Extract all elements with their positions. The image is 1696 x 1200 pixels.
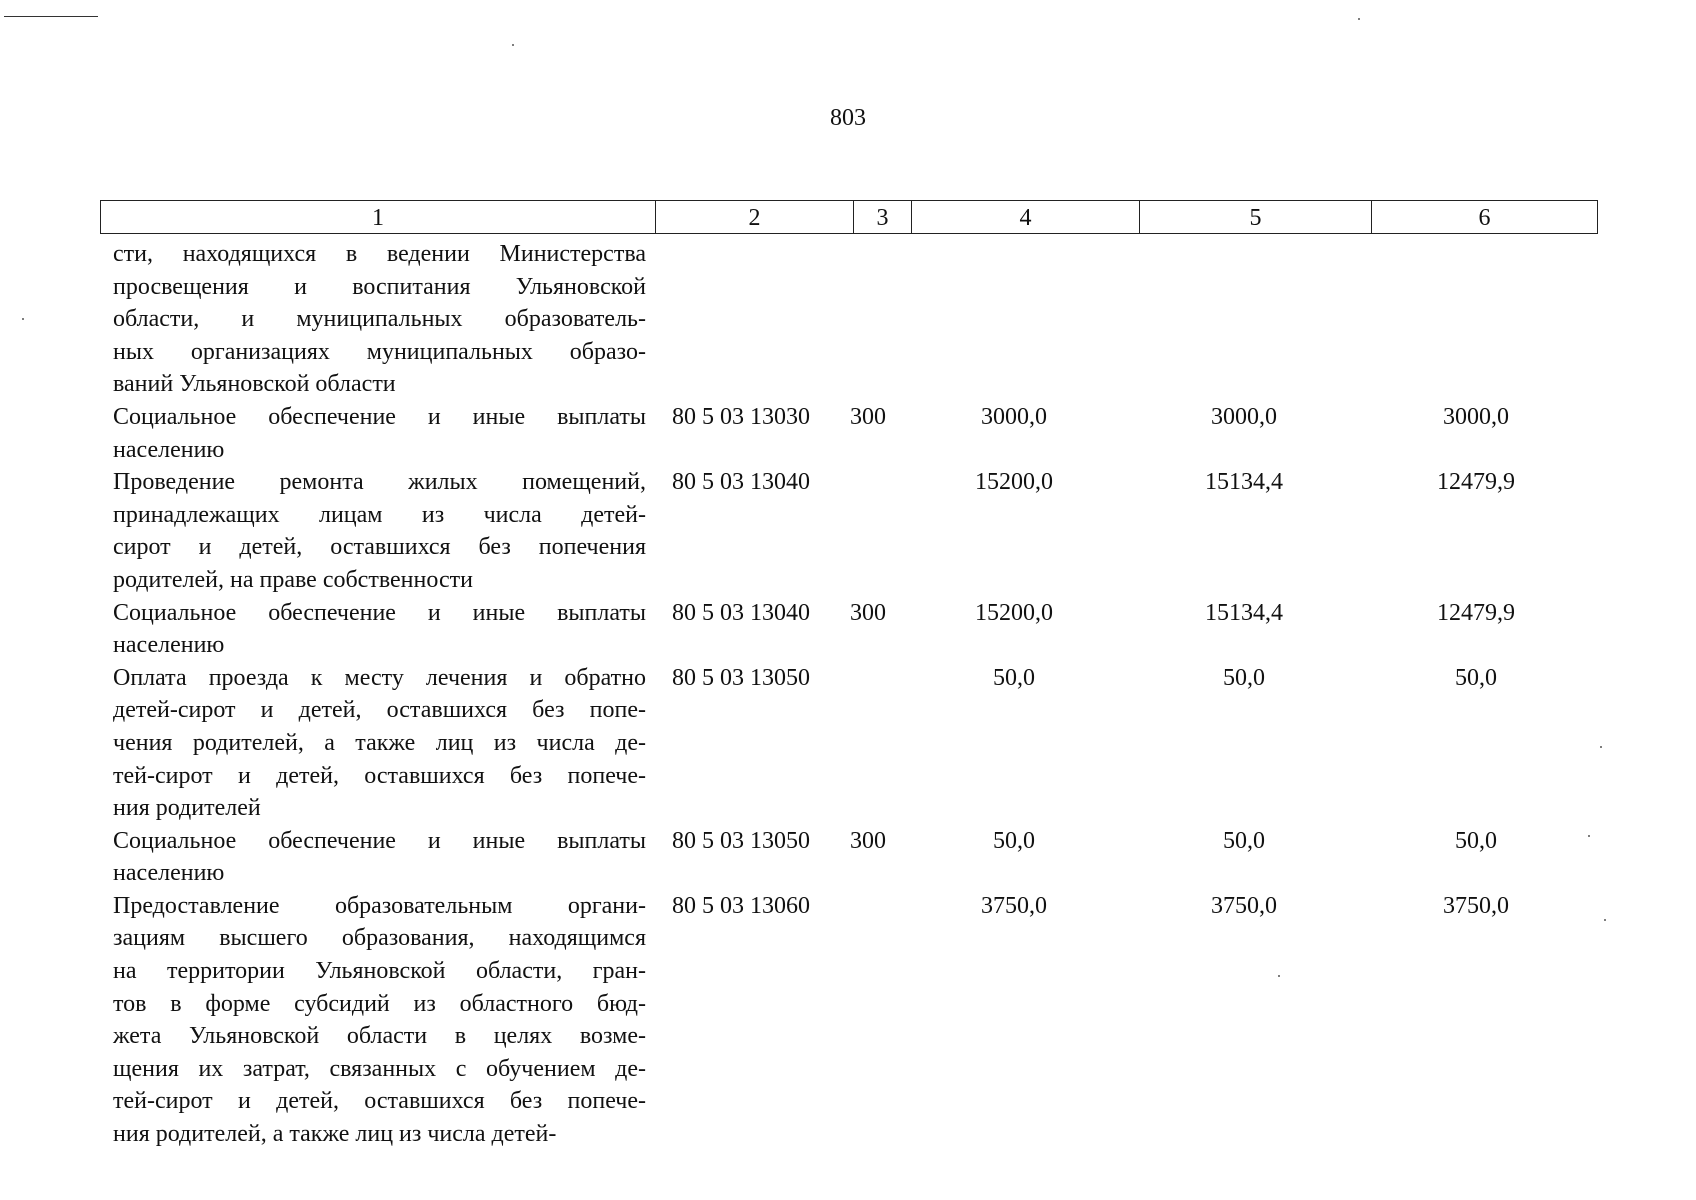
row-code-cell: 80 5 03 13040 <box>672 469 810 496</box>
row-name-line: Социальное обеспечение и иные выплаты <box>113 403 646 430</box>
row-value-col4: 15200,0 <box>975 469 1053 496</box>
scan-speck <box>512 44 514 46</box>
row-name-line: ния родителей, а также лиц из числа детей- <box>113 1121 557 1148</box>
table-row <box>100 890 1598 1151</box>
row-code-cell: 80 5 03 13050 <box>672 827 810 854</box>
row-code-cell: 80 5 03 13030 <box>672 403 810 430</box>
row-vr-cell: 300 <box>850 827 886 854</box>
row-value-col6: 12479,9 <box>1437 469 1515 496</box>
row-value-col4: 3000,0 <box>981 403 1047 430</box>
scan-speck <box>22 318 24 320</box>
row-value-col5: 3000,0 <box>1211 403 1277 430</box>
row-name-line: ния родителей <box>113 795 261 822</box>
row-name-cell <box>100 466 646 596</box>
row-name-cell <box>100 401 646 466</box>
row-value-col6: 12479,9 <box>1437 599 1515 626</box>
table-row <box>100 238 1598 401</box>
row-name-line: жета Ульяновской области в целях возме- <box>113 1023 646 1050</box>
row-code-cell: 80 5 03 13050 <box>672 664 810 691</box>
row-value-col4: 50,0 <box>993 664 1035 691</box>
row-value-col5: 50,0 <box>1223 664 1265 691</box>
row-value-col6: 50,0 <box>1455 827 1497 854</box>
row-name-line: сирот и детей, оставшихся без попечения <box>113 534 646 561</box>
row-name-line: Оплата проезда к месту лечения и обратно <box>113 664 646 691</box>
row-name-line: детей-сирот и детей, оставшихся без попе- <box>113 697 646 724</box>
row-name-cell <box>100 597 646 662</box>
row-name-line: сти, находящихся в ведении Министерства <box>113 241 646 267</box>
row-name-line: населению <box>113 860 225 887</box>
row-name-cell <box>100 825 646 890</box>
row-name-line: населению <box>113 632 225 659</box>
row-name-line: родителей, на праве собственности <box>113 566 473 593</box>
row-name-line: тов в форме субсидий из областного бюд- <box>113 990 646 1017</box>
table-body <box>100 238 1598 1151</box>
row-name-line: зациям высшего образования, находящимся <box>113 925 646 952</box>
row-name-line: Предоставление образовательным органи- <box>113 892 646 919</box>
row-value-col6: 3000,0 <box>1443 403 1509 430</box>
row-name-line: ных организациях муниципальных образо- <box>113 338 646 365</box>
row-name-line: просвещения и воспитания Ульяновской <box>113 273 646 300</box>
row-value-col6: 50,0 <box>1455 664 1497 691</box>
column-header-2: 2 <box>656 201 854 233</box>
column-header-5: 5 <box>1140 201 1372 233</box>
row-name-line: принадлежащих лицам из числа детей- <box>113 501 646 528</box>
column-header-1: 1 <box>101 201 656 233</box>
row-name-line: чения родителей, а также лиц из числа де- <box>113 729 646 756</box>
top-left-rule <box>4 16 98 17</box>
scan-speck <box>1358 18 1360 20</box>
column-header-6: 6 <box>1478 205 1491 231</box>
table-row <box>100 825 1598 890</box>
table-row <box>100 662 1598 825</box>
row-value-col5: 15134,4 <box>1205 599 1283 626</box>
row-value-col5: 15134,4 <box>1205 469 1283 496</box>
row-name-line: Социальное обеспечение и иные выплаты <box>113 827 646 854</box>
table-row <box>100 466 1598 596</box>
row-code-cell: 80 5 03 13060 <box>672 892 810 919</box>
row-value-col6: 3750,0 <box>1443 892 1509 919</box>
column-header-4: 4 <box>912 201 1140 233</box>
row-vr-cell: 300 <box>850 599 886 626</box>
table-header-row <box>100 200 1598 234</box>
scan-speck <box>1600 746 1602 748</box>
row-name-line: Проведение ремонта жилых помещений, <box>113 469 646 496</box>
table-row <box>100 597 1598 662</box>
scan-speck <box>1604 919 1606 921</box>
row-name-cell <box>100 238 646 401</box>
row-value-col5: 3750,0 <box>1211 892 1277 919</box>
row-value-col4: 3750,0 <box>981 892 1047 919</box>
row-name-line: щения их затрат, связанных с обучением де- <box>113 1055 646 1082</box>
row-name-line: области, и муниципальных образователь- <box>113 306 646 333</box>
row-value-col4: 50,0 <box>993 827 1035 854</box>
row-value-col4: 15200,0 <box>975 599 1053 626</box>
column-header-3: 3 <box>854 201 912 233</box>
row-name-line: тей-сирот и детей, оставшихся без попече- <box>113 762 646 789</box>
row-name-line: населению <box>113 436 225 463</box>
row-name-cell <box>100 890 646 1151</box>
row-name-line: Социальное обеспечение и иные выплаты <box>113 599 646 626</box>
table-row <box>100 401 1598 466</box>
row-name-line: ваний Ульяновской области <box>113 371 396 398</box>
row-code-cell: 80 5 03 13040 <box>672 599 810 626</box>
row-name-cell <box>100 662 646 825</box>
row-value-col5: 50,0 <box>1223 827 1265 854</box>
row-name-line: тей-сирот и детей, оставшихся без попече- <box>113 1088 646 1115</box>
row-vr-cell: 300 <box>850 403 886 430</box>
page-number: 803 <box>830 105 866 131</box>
row-name-line: на территории Ульяновской области, гран- <box>113 958 646 985</box>
